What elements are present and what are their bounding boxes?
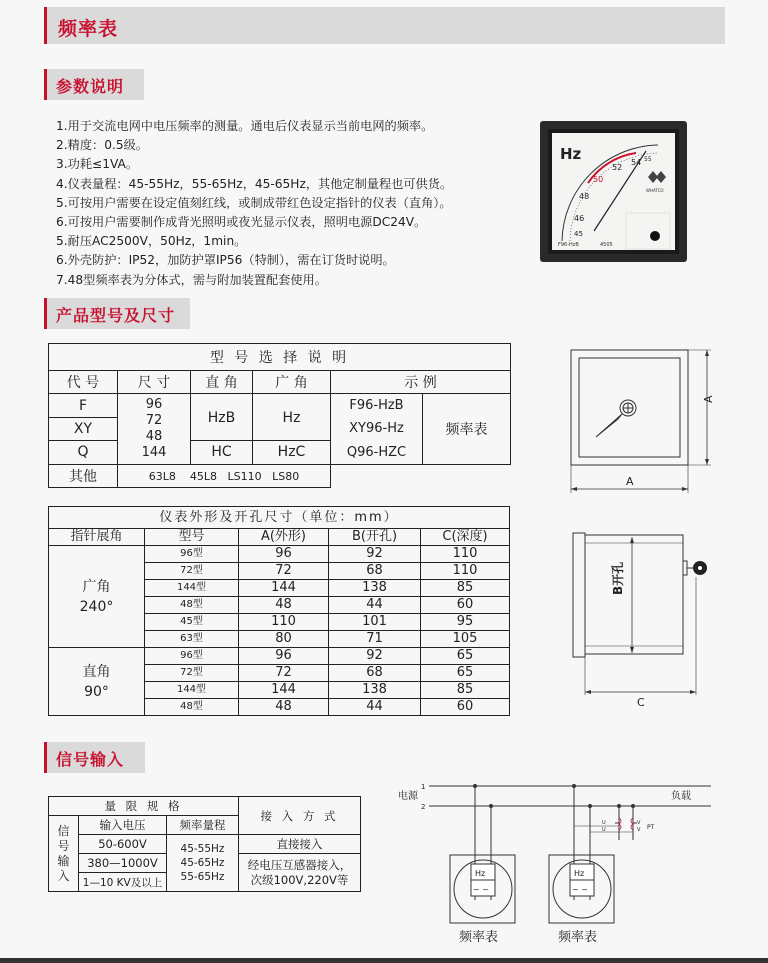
dim-cell: 85	[421, 682, 510, 699]
dim-cell: 48型	[145, 699, 239, 716]
front-view-diagram	[566, 345, 716, 500]
section-params-tab	[44, 69, 144, 100]
signal-voltage: 380—1000V	[79, 854, 167, 873]
table-row	[49, 546, 510, 563]
dim-cell: 44	[329, 597, 421, 614]
section-models-title: 产品型号及尺寸	[56, 306, 176, 325]
dim-a-horizontal: A	[626, 475, 634, 488]
meter-photo-scale-46: 46	[574, 214, 585, 223]
signal-voltage-header: 输入电压	[79, 816, 167, 835]
dim-cell: 45型	[145, 614, 239, 631]
param-item: 6.外壳防护：IP52，加防护罩IP56（特制），需在订货时说明。	[56, 253, 395, 268]
dim-cell: 48	[239, 699, 329, 716]
model-code: Q	[77, 443, 89, 460]
params-list	[56, 117, 452, 290]
meter-caption: 频率表	[558, 930, 598, 945]
dim-cell: 60	[421, 597, 510, 614]
model-header-wide-angle: 广 角	[253, 371, 331, 394]
dim-cell: 110	[421, 563, 510, 580]
model-size: 144	[141, 445, 167, 460]
dim-cell: 96	[239, 648, 329, 665]
meter-photo-scale-48: 48	[579, 192, 590, 201]
line-1-label: 1	[421, 783, 426, 791]
model-wide-angle: HzC	[277, 443, 306, 460]
pt-transformer-icon	[619, 818, 633, 830]
meter-symbol-direct	[450, 855, 515, 923]
signal-method-title: 接 入 方 式	[239, 797, 361, 835]
dim-cell: 95	[421, 614, 510, 631]
param-item: 5.可按用户需要在设定值刻红线，或制成带红色设定指针的仪表（直角）。	[56, 195, 452, 210]
dim-right-angle-label: 直角	[82, 663, 111, 680]
model-size: 72	[145, 413, 163, 428]
meter-caption: 频率表	[459, 930, 499, 945]
dim-cell: 68	[329, 665, 421, 682]
dim-cell: 48型	[145, 597, 239, 614]
meter-unit: Hz	[574, 869, 585, 878]
dim-cell: 71	[329, 631, 421, 648]
param-item: 4.仪表量程：45-55Hz，55-65Hz，45-65Hz，其他定制量程也可供货。	[56, 176, 453, 191]
param-item: 5.耐压AC2500V，50Hz，1min。	[56, 234, 247, 249]
dim-cell: 92	[329, 546, 421, 563]
meter-symbol-pt	[549, 855, 614, 923]
dim-cell: 85	[421, 580, 510, 597]
model-size: 48	[145, 429, 163, 444]
dim-cell: 72型	[145, 563, 239, 580]
dim-cell: 72	[239, 665, 329, 682]
svg-text:~ ~: ~ ~	[473, 885, 489, 894]
dim-cell: 65	[421, 648, 510, 665]
model-header-size: 尺 寸	[118, 371, 191, 394]
dim-cell: 48	[239, 597, 329, 614]
dimension-table	[48, 506, 510, 716]
table-row	[49, 648, 510, 665]
param-item: 2.精度：0.5级。	[56, 138, 148, 153]
meter-photo-scale-50: 50	[593, 175, 604, 184]
dim-wide-angle-deg: 240°	[79, 598, 114, 615]
meter-photo	[540, 121, 687, 262]
meter-photo-scale-55: 55	[644, 156, 652, 163]
dim-cell: 65	[421, 665, 510, 682]
meter-photo-model: F96-HzB	[558, 242, 579, 248]
model-size: 96	[145, 397, 163, 412]
power-label: 电源	[398, 791, 418, 802]
model-code: XY	[49, 418, 117, 441]
dim-cell: 105	[421, 631, 510, 648]
meter-photo-scale-45: 45	[574, 230, 583, 238]
model-right-angle: HC	[211, 443, 232, 460]
meter-photo-code: 4505	[600, 242, 613, 248]
model-header-right-angle: 直 角	[191, 371, 253, 394]
dim-cell: 63型	[145, 631, 239, 648]
dim-cell: 72型	[145, 665, 239, 682]
model-example: XY96-Hz	[349, 421, 404, 437]
dim-header: 型号	[145, 529, 239, 546]
meter-photo-brand: WHATCO	[646, 188, 664, 193]
model-header-example: 示 例	[331, 371, 511, 394]
model-right-angle: HzB	[191, 395, 252, 441]
dim-cell: 138	[329, 682, 421, 699]
model-example: Q96-HZC	[346, 444, 407, 460]
section-models-tab	[44, 298, 190, 329]
svg-text:U: U	[602, 820, 606, 826]
model-other-sizes: 63L8 45L8 LS110 LS80	[118, 465, 331, 488]
model-header-code: 代 号	[49, 371, 118, 394]
dim-wide-angle-label: 广角	[82, 578, 111, 595]
signal-voltage: 50-600V	[79, 835, 167, 854]
dim-a-vertical: A	[702, 395, 715, 403]
wiring-diagram	[393, 778, 723, 948]
dim-table-title: 仪表外形及开孔尺寸（单位：mm）	[49, 507, 510, 529]
dim-right-angle-deg: 90°	[84, 683, 109, 700]
page-title-bar	[44, 7, 725, 44]
signal-freq-header: 频率量程	[167, 816, 239, 835]
page-title: 频率表	[58, 18, 119, 40]
dim-b-label: B开孔	[611, 561, 625, 595]
svg-text:V: V	[637, 827, 641, 833]
model-example: F96-HzB	[349, 398, 404, 414]
dim-cell: 144型	[145, 580, 239, 597]
signal-method: 经电压互感器接入， 次级100V,220V等	[239, 854, 361, 892]
model-selection-table	[48, 343, 511, 488]
dim-header: C(深度)	[421, 529, 510, 546]
param-item: 7.48型频率表为分体式，需与附加装置配套使用。	[56, 272, 327, 287]
signal-voltage: 1—10 KV及以上	[79, 873, 167, 892]
section-signal-tab	[44, 742, 145, 773]
side-view-diagram	[570, 525, 720, 710]
dim-cell: 92	[329, 648, 421, 665]
signal-input-table	[48, 796, 361, 892]
dim-header: A(外形)	[239, 529, 329, 546]
dim-header: 指针展角	[49, 529, 145, 546]
signal-range-title: 量 限 规 格	[49, 797, 239, 816]
dim-cell: 144	[239, 682, 329, 699]
dim-cell: 72	[239, 563, 329, 580]
meter-photo-adjust-knob	[650, 231, 660, 241]
dim-cell: 60	[421, 699, 510, 716]
dim-c-label: C	[637, 696, 645, 709]
model-wide-angle: Hz	[253, 395, 330, 441]
svg-text:V: V	[637, 820, 641, 826]
meter-photo-scale-52: 52	[612, 163, 623, 172]
signal-freq-ranges: 45-55Hz 45-65Hz 55-65Hz	[167, 835, 239, 892]
section-signal-title: 信号输入	[56, 750, 125, 769]
meter-photo-unit: Hz	[560, 145, 582, 163]
param-item: 1.用于交流电网中电压频率的测量。通电后仪表显示当前电网的频率。	[56, 119, 434, 133]
svg-text:~ ~: ~ ~	[572, 885, 588, 894]
dim-cell: 44	[329, 699, 421, 716]
signal-side-label: 信号输入	[49, 816, 79, 892]
meter-unit: Hz	[475, 869, 486, 878]
signal-method: 直接接入	[239, 835, 361, 854]
section-params-title: 参数说明	[56, 77, 125, 96]
dim-cell: 144	[239, 580, 329, 597]
dim-cell: 96	[239, 546, 329, 563]
dim-cell: 96型	[145, 648, 239, 665]
dim-cell: 138	[329, 580, 421, 597]
dim-cell: 68	[329, 563, 421, 580]
model-code: F	[49, 395, 117, 418]
dim-cell: 110	[421, 546, 510, 563]
param-item: 3.功耗≤1VA。	[56, 157, 139, 172]
pt-label: PT	[647, 824, 655, 831]
dim-cell: 110	[239, 614, 329, 631]
model-example-name: 频率表	[445, 422, 488, 438]
dim-cell: 80	[239, 631, 329, 648]
model-table-title: 型 号 选 择 说 明	[49, 344, 511, 371]
dim-cell: 144型	[145, 682, 239, 699]
line-2-label: 2	[421, 803, 426, 811]
load-label: 负载	[671, 791, 691, 802]
svg-text:U: U	[602, 827, 606, 833]
dim-cell: 101	[329, 614, 421, 631]
dim-cell: 96型	[145, 546, 239, 563]
meter-photo-scale-54: 54	[631, 158, 642, 167]
model-other-label: 其他	[49, 465, 118, 488]
param-item: 6.可按用户需要制作成背光照明或夜光显示仪表，照明电源DC24V。	[56, 215, 427, 230]
dim-header: B(开孔)	[329, 529, 421, 546]
bottom-rule	[0, 958, 768, 963]
